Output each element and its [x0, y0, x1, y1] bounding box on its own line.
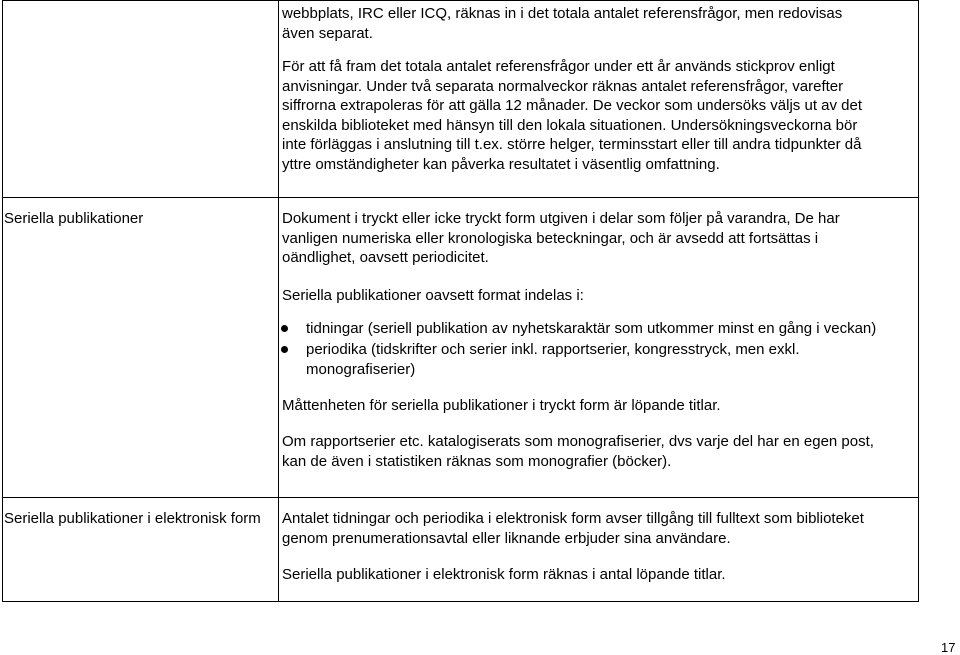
top-paragraph-1: webbplats, IRC eller ICQ, räknas in i det totala antalet referensfrågor, men redovisas även separat.: [282, 5, 843, 42]
serial-definition: Dokument i tryckt eller icke tryckt form utgiven i delar som följer på varandra, De har vanligen numeriska eller kronologiska beteckningar, och är avsedd att fortsättas i oändlighet, oavsett periodicitet.: [282, 210, 840, 266]
term-serial-publications: Seriella publikationer: [4, 210, 144, 227]
serial-unit-note: Måttenheten för seriella publikationer i tryckt form är löpande titlar.: [282, 397, 721, 414]
electronic-definition: Antalet tidningar och periodika i elektronisk form avser tillgång till fulltext som biblioteket genom prenumerationsavtal eller liknande erbjuder sina användare.: [282, 510, 864, 547]
table-right-border: [918, 0, 919, 602]
list-item-newspapers: tidningar (seriell publikation av nyhetskaraktär som utkommer minst en gång i veckan): [306, 320, 877, 337]
column-divider: [278, 0, 279, 602]
electronic-unit-note: Seriella publikationer i elektronisk form räknas i antal löpande titlar.: [282, 566, 726, 583]
table-top-border: [2, 0, 919, 1]
serial-format-intro: Seriella publikationer oavsett format indelas i:: [282, 287, 584, 304]
term-electronic-serials: Seriella publikationer i elektronisk form: [4, 510, 261, 527]
bullet-dot-1: [281, 325, 288, 332]
table-left-border: [2, 0, 3, 602]
row-divider-2: [2, 497, 919, 498]
list-item-periodicals: periodika (tidskrifter och serier inkl. rapportserier, kongresstryck, men exkl. monografiserier): [306, 341, 800, 378]
serial-report-note: Om rapportserier etc. katalogiserats som monografiserier, dvs varje del har en egen post, kan de även i statistiken räknas som monografier (böcker).: [282, 433, 874, 470]
table-bottom-border: [2, 601, 919, 602]
row-divider-1: [2, 197, 919, 198]
top-paragraph-2: För att få fram det totala antalet referensfrågor under ett år används stickprov enligt anvisningar. Under två separata normalveckor räknas antalet referensfrågor, varefter siffrorna extrapoleras för att gälla 12 månader. De veckor som undersöks väljs ut av det enskilda biblioteket med hänsyn till den lokala situationen. Undersökningsveckorna bör inte förläggas i anslutning till t.ex. större helger, terminsstart eller till andra tidpunkter då yttre omständigheter kan påverka resultatet i väsentlig omfattning.: [282, 58, 863, 173]
bullet-dot-2: [281, 346, 288, 353]
page-number: 17: [941, 640, 956, 655]
